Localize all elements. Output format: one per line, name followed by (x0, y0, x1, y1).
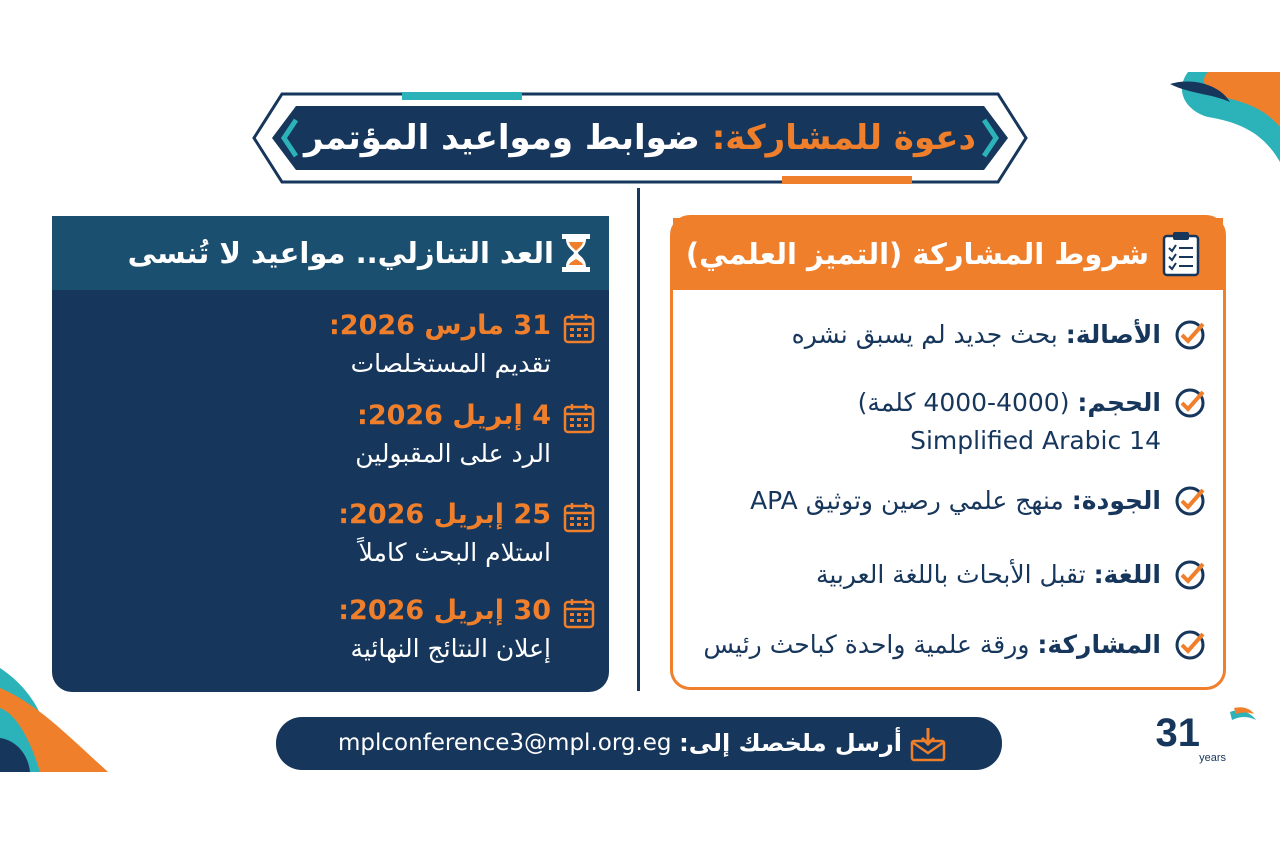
timeline-item (75, 396, 595, 474)
submission-footer (276, 717, 1002, 770)
condition-text: ورقة علمية واحدة كباحث رئيس (703, 630, 1038, 659)
timeline-item (75, 495, 595, 573)
condition-text: (4000-4000 كلمة) (857, 388, 1078, 417)
page-title (0, 108, 1280, 168)
footer-label: أرسل ملخصك إلى: (679, 729, 902, 757)
calendar-icon (563, 402, 595, 434)
condition-label: المشاركة: (1037, 630, 1161, 659)
conditions-card (670, 215, 1226, 690)
check-circle-icon (1173, 484, 1207, 518)
timeline-desc: تقديم المستخلصات (350, 349, 551, 378)
condition-label: الحجم: (1077, 388, 1161, 417)
timeline-item (75, 306, 595, 384)
timeline-date: 25 إبريل 2026: (338, 499, 551, 530)
condition-text: تقبل الأبحاث باللغة العربية (815, 560, 1094, 589)
calendar-icon (563, 501, 595, 533)
title-highlight: دعوة للمشاركة: (711, 118, 976, 158)
timeline-date: 30 إبريل 2026: (338, 595, 551, 626)
check-circle-icon (1173, 628, 1207, 662)
timeline-date: 31 مارس 2026: (328, 310, 551, 341)
anniversary-logo (1155, 706, 1260, 766)
column-divider (637, 188, 640, 691)
calendar-icon (563, 312, 595, 344)
envelope-download-icon (910, 727, 946, 761)
condition-label: اللغة: (1093, 560, 1161, 589)
check-circle-icon (1173, 558, 1207, 592)
clipboard-icon (1161, 231, 1201, 277)
logo-caption: years (1199, 752, 1226, 764)
logo-number: 31 (1155, 711, 1200, 755)
title-rest: ضوابط ومواعيد المؤتمر (304, 118, 712, 158)
condition-text-secondary: Simplified Arabic 14 (910, 426, 1161, 455)
condition-label: الأصالة: (1065, 320, 1161, 349)
timeline-desc: استلام البحث كاملاً (358, 538, 551, 567)
calendar-icon (563, 597, 595, 629)
timeline-date: 4 إبريل 2026: (357, 400, 551, 431)
conditions-header (673, 218, 1223, 290)
timeline-title: العد التنازلي.. مواعيد لا تُنسى (127, 236, 554, 270)
email-link[interactable]: mplconference3@mpl.org.eg (338, 730, 672, 756)
timeline-card (52, 216, 609, 692)
timeline-desc: إعلان النتائج النهائية (350, 634, 551, 663)
timeline-header (52, 216, 609, 290)
hourglass-icon (557, 233, 595, 273)
check-circle-icon (1173, 318, 1207, 352)
timeline-desc: الرد على المقبولين (355, 439, 551, 468)
condition-text: بحث جديد لم يسبق نشره (791, 320, 1066, 349)
check-circle-icon (1173, 386, 1207, 420)
condition-text: منهج علمي رصين وتوثيق APA (750, 486, 1072, 515)
timeline-item (75, 591, 595, 669)
condition-label: الجودة: (1071, 486, 1161, 515)
conditions-title: شروط المشاركة (التميز العلمي) (685, 237, 1149, 271)
